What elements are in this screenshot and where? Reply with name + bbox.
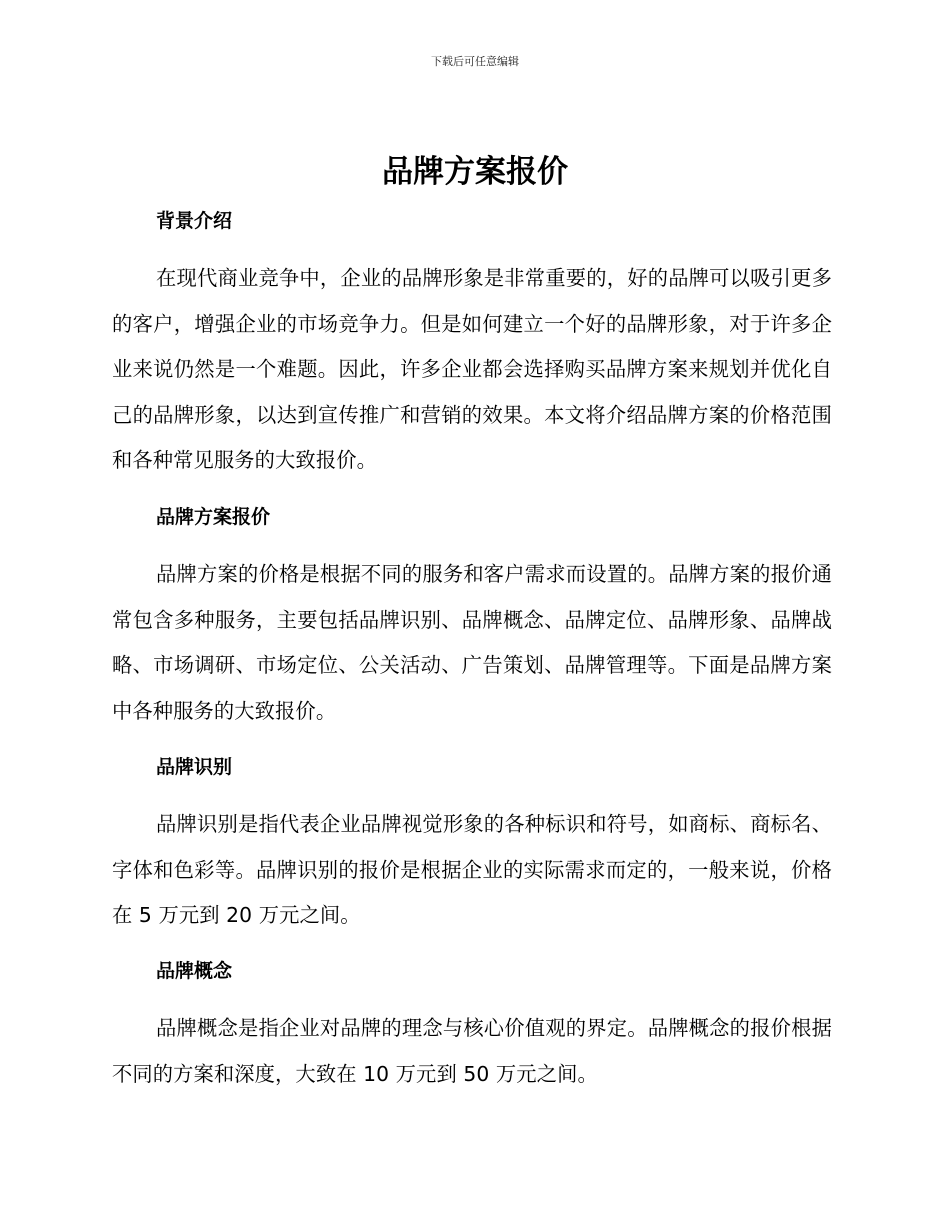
section-heading-brand-quote: 品牌方案报价 — [156, 506, 271, 528]
section-body-background: 在现代商业竞争中，企业的品牌形象是非常重要的，好的品牌可以吸引更多的客户，增强企业的市场竞争力。但是如何建立一个好的品牌形象，对于许多企业来说仍然是一个难题。因此，许多企业都会选择购买品牌方案来规划并优化自己的品牌形象，以达到宣传推广和营销的效果。本文将介绍品牌方案的价格范围和各种常见服务的大致报价。 — [112, 266, 832, 472]
section-body-brand-quote: 品牌方案的价格是根据不同的服务和客户需求而设置的。品牌方案的报价通常包含多种服务，主要包括品牌识别、品牌概念、品牌定位、品牌形象、品牌战略、市场调研、市场定位、公关活动、广告策划、品牌管理等。下面是品牌方案中各种服务的大致报价。 — [112, 562, 832, 723]
section-heading-brand-concept: 品牌概念 — [156, 960, 233, 982]
section-heading-background: 背景介绍 — [156, 210, 233, 232]
page-header-note: 下载后可任意编辑 — [431, 55, 519, 68]
document-title: 品牌方案报价 — [382, 154, 568, 190]
section-heading-brand-identity: 品牌识别 — [156, 756, 233, 778]
section-body-brand-concept: 品牌概念是指企业对品牌的理念与核心价值观的界定。品牌概念的报价根据不同的方案和深度，大致在 10 万元到 50 万元之间。 — [112, 1016, 832, 1086]
section-body-brand-identity: 品牌识别是指代表企业品牌视觉形象的各种标识和符号，如商标、商标名、字体和色彩等。品牌识别的报价是根据企业的实际需求而定的，一般来说，价格在 5 万元到 20 万元之间。 — [112, 812, 832, 927]
